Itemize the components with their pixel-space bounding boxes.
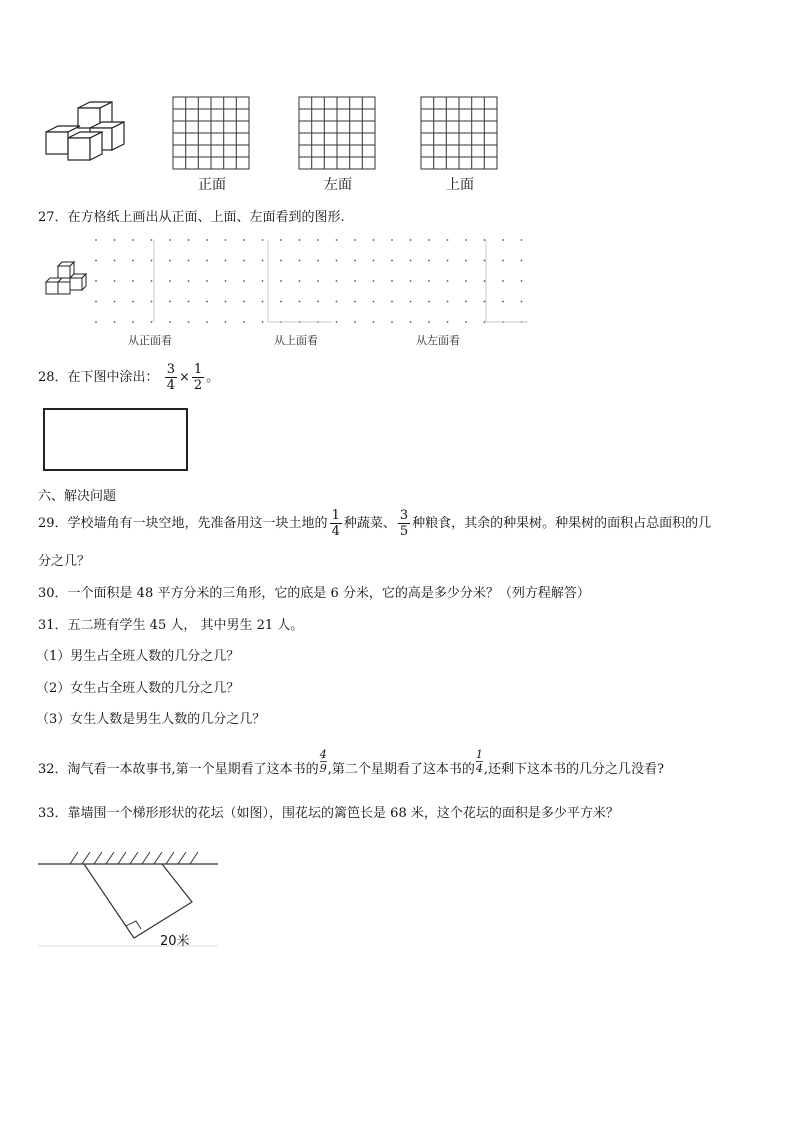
section-title: 六、解决问题 [38, 489, 117, 504]
grid-dot [465, 301, 467, 303]
q29-frac2-numerator: 3 [399, 508, 409, 523]
q29-frac1-numerator: 1 [331, 508, 340, 523]
grid-dot [132, 301, 134, 303]
shading-rectangle[interactable] [43, 408, 188, 471]
grid-dot [502, 301, 504, 303]
small-cube-figure [40, 258, 96, 298]
grid-dot [521, 280, 523, 282]
grid-dot [447, 260, 449, 262]
q28-frac2-numerator: 1 [193, 362, 203, 377]
q28-frac2-denominator: 2 [193, 378, 203, 393]
grid-dot [391, 280, 393, 282]
grid-dot [354, 321, 356, 323]
grid-dot [484, 260, 486, 262]
caption-left: 左面 [324, 177, 352, 193]
grid-dot [336, 280, 338, 282]
q28-prefix: 在下图中涂出： [67, 370, 159, 385]
trapezoid-garden-figure [38, 846, 218, 948]
grid-dot [428, 301, 430, 303]
grid-dot [243, 280, 245, 282]
grid-dot [484, 321, 486, 323]
grid-dot [336, 260, 338, 262]
grid-top [420, 96, 498, 170]
grid-dot [280, 301, 282, 303]
q32-frac2-denominator: 4 [475, 762, 483, 775]
grid-dot [114, 239, 116, 241]
dot-grid-paper [92, 236, 532, 328]
grid-dot [169, 239, 171, 241]
q32-number: 32． [38, 762, 68, 777]
question-33 [38, 802, 619, 821]
grid-dot [336, 321, 338, 323]
grid-dot [95, 301, 97, 303]
grid-dot [465, 260, 467, 262]
grid-dot [354, 239, 356, 241]
question-30 [38, 582, 590, 601]
caption-front: 正面 [198, 177, 226, 193]
q33-number: 33． [38, 806, 68, 821]
grid-dot [225, 280, 227, 282]
grid-dot [114, 321, 116, 323]
q28-number: 28． [38, 370, 68, 385]
q32-part2: ,第二个星期看了这本书的 [327, 762, 475, 777]
grid-dot [225, 260, 227, 262]
grid-dot [354, 280, 356, 282]
q33-label-20m: 20米 [160, 934, 190, 949]
grid-dot [262, 301, 264, 303]
grid-dot [243, 239, 245, 241]
grid-dot [336, 239, 338, 241]
grid-dot [262, 239, 264, 241]
grid-dot [188, 260, 190, 262]
grid-dot [225, 301, 227, 303]
caption-top: 上面 [446, 177, 474, 193]
q28-frac1-denominator: 4 [166, 378, 175, 393]
grid-dot [262, 321, 264, 323]
grid-dot [280, 260, 282, 262]
grid-dot [391, 301, 393, 303]
grid-dot [410, 321, 412, 323]
grid-dot [447, 321, 449, 323]
grid-dot [391, 260, 393, 262]
grid-dot [410, 239, 412, 241]
q32-part3: ,还剩下这本书的几分之几没看? [483, 762, 664, 777]
grid-dot [243, 260, 245, 262]
q29-part2: 种蔬菜、 [343, 516, 396, 531]
grid-dot [188, 239, 190, 241]
label-left-view: 从左面看 [416, 334, 460, 347]
grid-dot [465, 239, 467, 241]
grid-dot [262, 280, 264, 282]
grid-dot [243, 301, 245, 303]
q28-suffix: 。 [206, 370, 220, 385]
q30-number: 30． [38, 586, 68, 601]
grid-dot [521, 260, 523, 262]
grid-dot [280, 239, 282, 241]
q27-text: 在方格纸上画出从正面、上面、左面看到的图形. [67, 210, 345, 225]
grid-dot [225, 239, 227, 241]
q28-times: × [178, 370, 190, 385]
grid-dot [428, 321, 430, 323]
grid-dot [206, 239, 208, 241]
grid-dot [354, 260, 356, 262]
grid-dot [151, 260, 153, 262]
grid-dot [447, 280, 449, 282]
q32-frac2-numerator: 1 [475, 748, 483, 761]
question-31 [38, 614, 303, 633]
grid-dot [206, 321, 208, 323]
grid-left [298, 96, 376, 170]
grid-dot [299, 280, 301, 282]
question-32 [38, 748, 664, 783]
grid-dot [317, 280, 319, 282]
cube-stack-figure [40, 100, 130, 170]
grid-dot [151, 239, 153, 241]
grid-dot [465, 280, 467, 282]
grid-dot [280, 280, 282, 282]
grid-dot [317, 301, 319, 303]
grid-dot [132, 280, 134, 282]
q32-fraction-1 [320, 748, 327, 775]
q29-fraction-2 [398, 508, 410, 539]
grid-front [172, 96, 250, 170]
grid-dot [225, 321, 227, 323]
q30-text: 一个面积是 48 平方分米的三角形，它的底是 6 分米，它的高是多少分米？（列方程解答） [67, 586, 590, 601]
grid-dot [206, 260, 208, 262]
grid-dot [373, 301, 375, 303]
q29-frac1-denominator: 4 [331, 524, 340, 539]
grid-dot [151, 321, 153, 323]
grid-dot [262, 260, 264, 262]
grid-dot [188, 280, 190, 282]
q31-sub-3: （3）女生人数是男生人数的几分之几？ [36, 712, 266, 727]
grid-dot [132, 260, 134, 262]
label-front-view: 从正面看 [128, 334, 172, 347]
grid-dot [391, 321, 393, 323]
q29-line2: 分之几？ [38, 554, 91, 569]
grid-dot [299, 260, 301, 262]
grid-dot [428, 280, 430, 282]
grid-dot [95, 239, 97, 241]
grid-dot [354, 301, 356, 303]
grid-dot [373, 260, 375, 262]
q29-fraction-1 [330, 508, 342, 539]
q32-part1: 淘气看一本故事书,第一个星期看了这本书的 [67, 762, 319, 777]
q33-text: 靠墙围一个梯形形状的花坛（如图），围花坛的篱笆长是 68 米，这个花坛的面积是多少平方米？ [67, 806, 619, 821]
grid-dot [391, 239, 393, 241]
grid-dot [521, 301, 523, 303]
grid-dot [447, 239, 449, 241]
grid-dot [169, 280, 171, 282]
grid-dot [169, 301, 171, 303]
grid-dot [299, 301, 301, 303]
q32-fraction-2 [476, 748, 483, 775]
label-top-view: 从上面看 [274, 334, 318, 347]
grid-dot [410, 301, 412, 303]
grid-dot [428, 260, 430, 262]
grid-dot [169, 260, 171, 262]
question-27 [38, 206, 345, 225]
grid-dot [502, 239, 504, 241]
q28-frac1-numerator: 3 [166, 362, 175, 377]
q31-sub-1: （1）男生占全班人数的几分之几？ [36, 649, 240, 664]
q28-fraction-1 [165, 362, 177, 393]
grid-dot [95, 260, 97, 262]
q29-part1: 学校墙角有一块空地，先准备用这一块土地的 [67, 516, 328, 531]
grid-dot [521, 239, 523, 241]
grid-dot [206, 280, 208, 282]
grid-dot [373, 280, 375, 282]
grid-dot [317, 260, 319, 262]
grid-dot [299, 239, 301, 241]
grid-dot [336, 301, 338, 303]
q29-frac2-denominator: 5 [399, 524, 409, 539]
grid-dot [132, 321, 134, 323]
grid-dot [502, 280, 504, 282]
grid-dot [114, 280, 116, 282]
grid-dot [243, 321, 245, 323]
grid-dot [206, 301, 208, 303]
q31-sub-2: （2）女生占全班人数的几分之几？ [36, 681, 240, 696]
grid-dot [465, 321, 467, 323]
grid-dot [447, 301, 449, 303]
grid-dot [502, 260, 504, 262]
q32-frac1-numerator: 4 [319, 748, 327, 761]
q31-text: 五二班有学生 45 人， 其中男生 21 人。 [67, 618, 304, 633]
grid-dot [132, 239, 134, 241]
q31-number: 31． [38, 618, 68, 633]
grid-dot [484, 239, 486, 241]
grid-dot [373, 321, 375, 323]
grid-dot [95, 321, 97, 323]
grid-dot [410, 280, 412, 282]
grid-dot [151, 301, 153, 303]
grid-dot [484, 301, 486, 303]
grid-dot [95, 280, 97, 282]
grid-dot [114, 260, 116, 262]
grid-dot [188, 301, 190, 303]
grid-dot [317, 239, 319, 241]
q27-number: 27． [38, 210, 68, 225]
grid-dot [428, 239, 430, 241]
question-29 [38, 508, 711, 539]
q29-part3: 种粮食，其余的种果树。种果树的面积占总面积的几 [412, 516, 712, 531]
q29-number: 29． [38, 516, 68, 531]
question-28 [38, 362, 219, 393]
grid-dot [410, 260, 412, 262]
grid-dot [169, 321, 171, 323]
grid-dot [373, 239, 375, 241]
grid-dot [114, 301, 116, 303]
grid-dot [484, 280, 486, 282]
grid-dot [188, 321, 190, 323]
q32-frac1-denominator: 9 [319, 762, 327, 775]
q28-fraction-2 [192, 362, 204, 393]
grid-dot [151, 280, 153, 282]
